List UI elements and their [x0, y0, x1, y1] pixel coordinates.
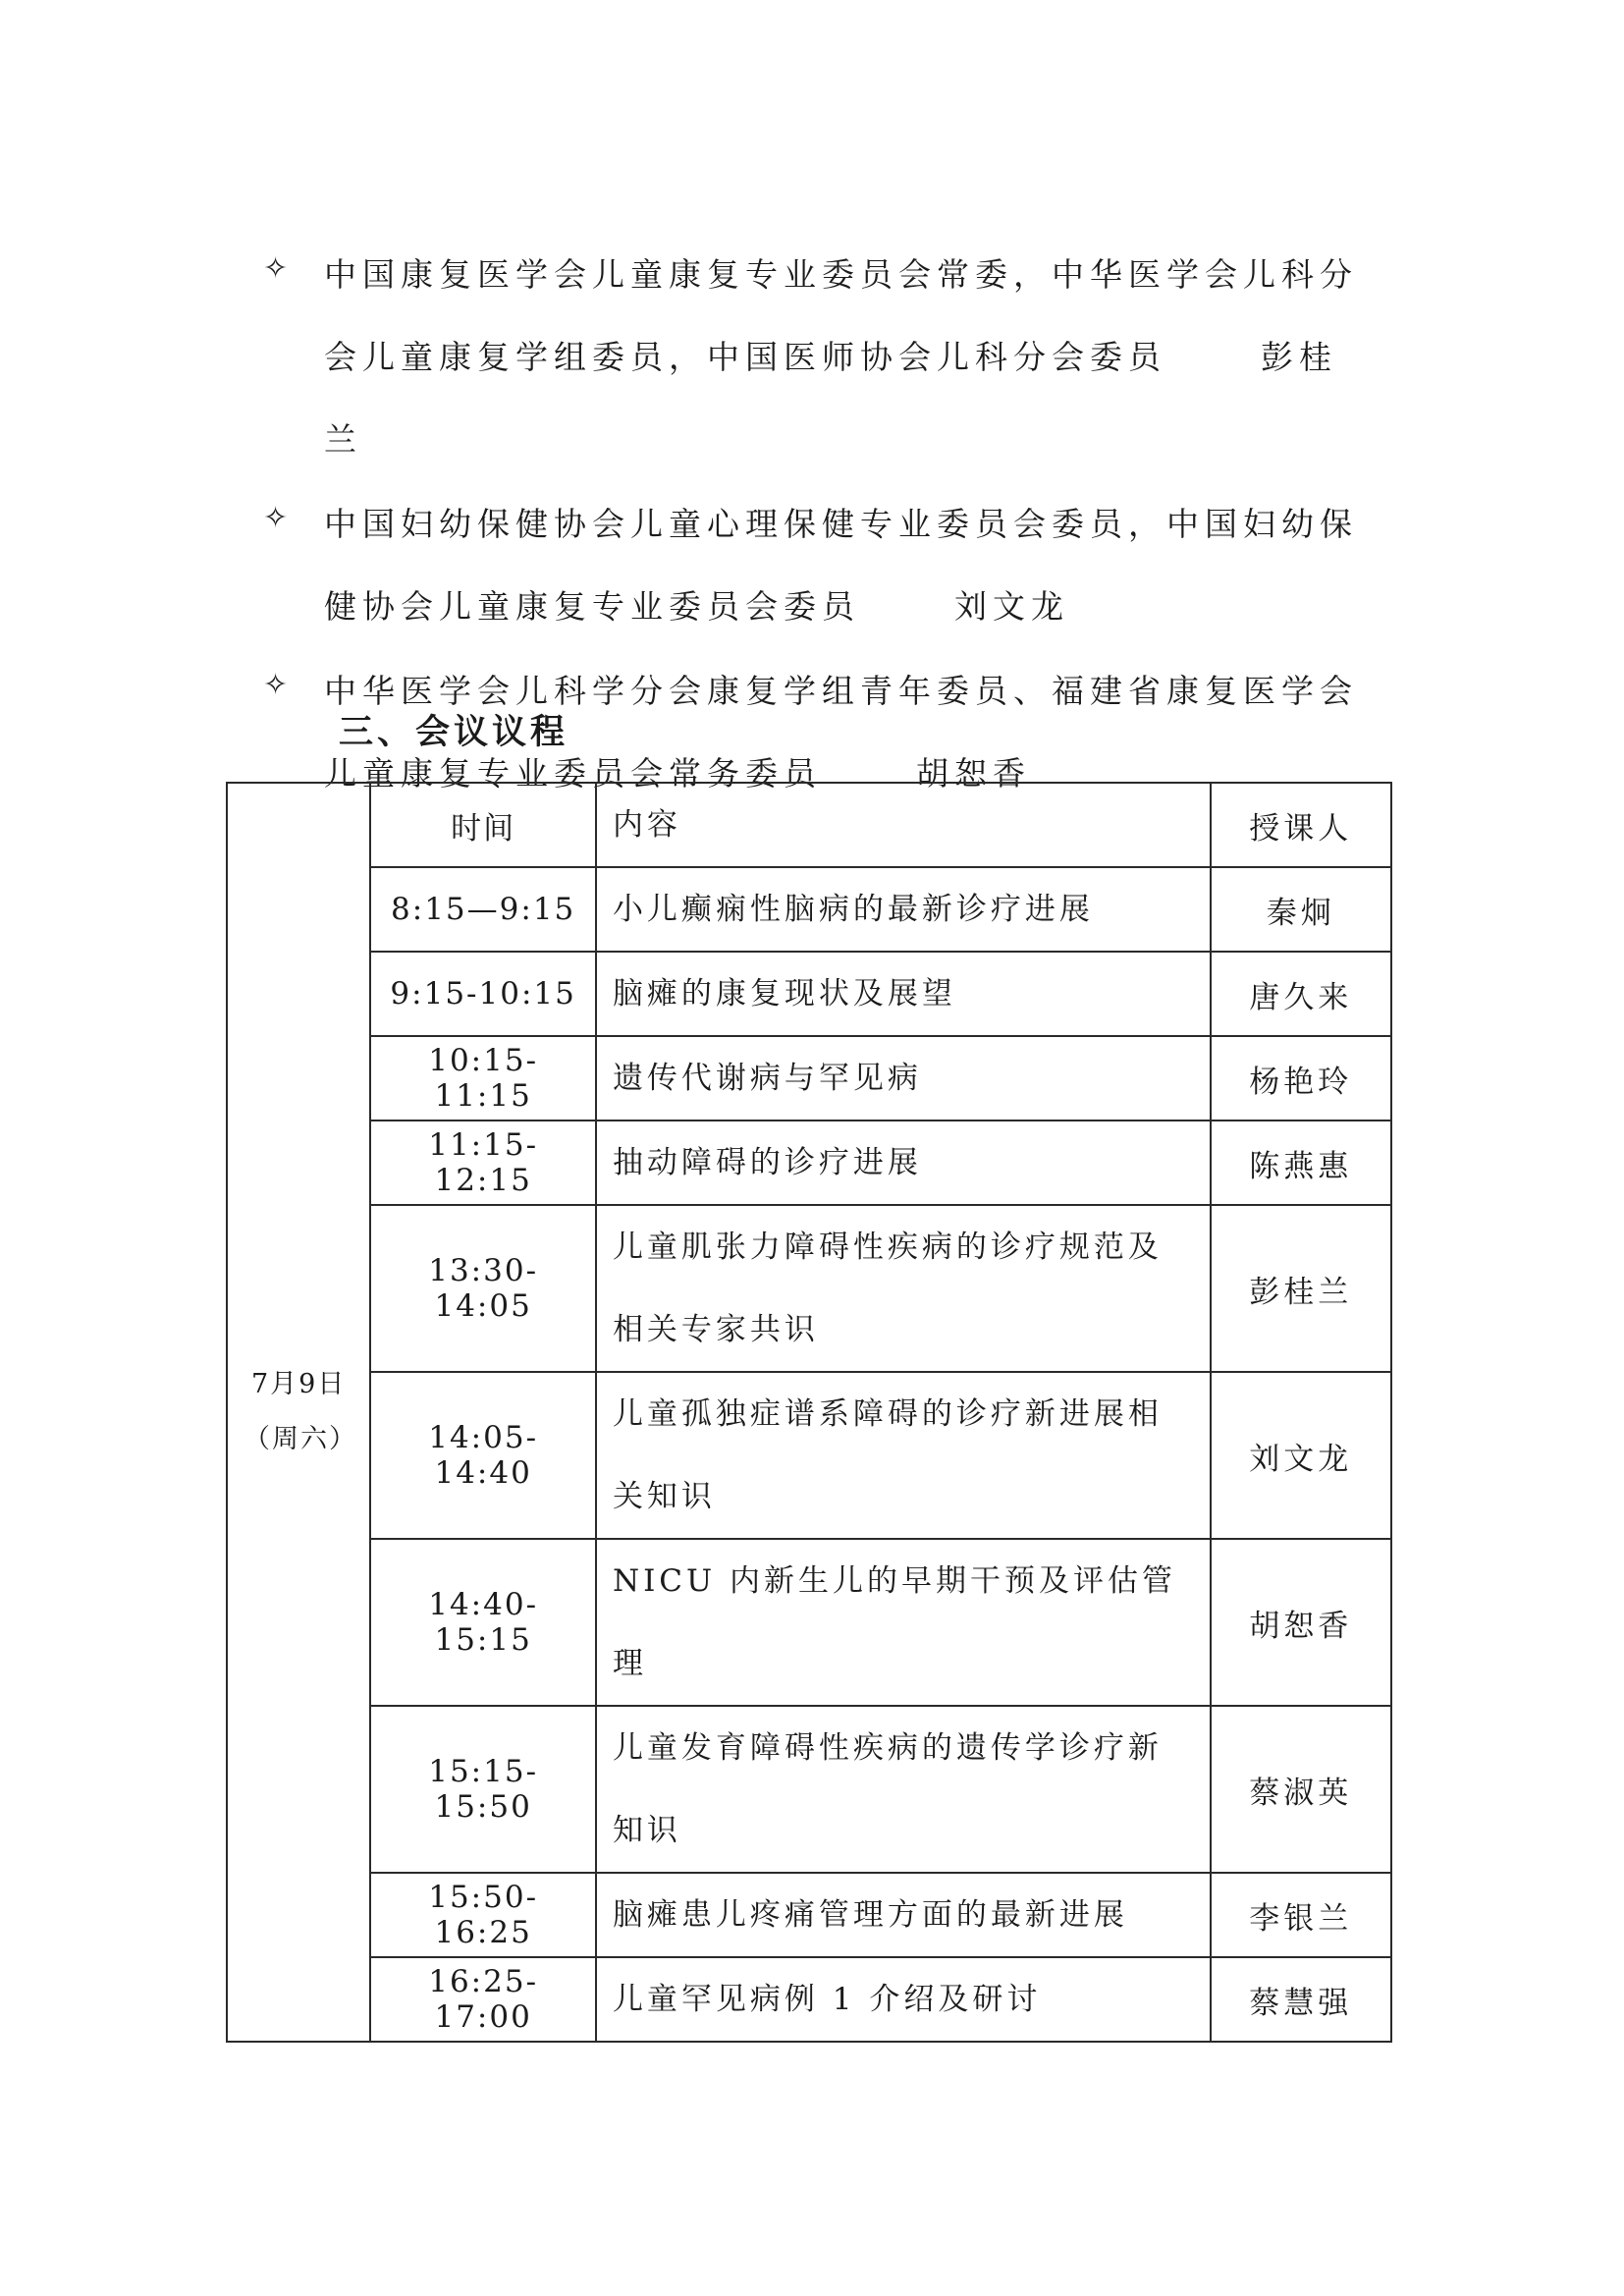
content-cell: 儿童罕见病例 1 介绍及研讨	[596, 1957, 1211, 2042]
time-cell: 11:15-12:15	[370, 1121, 596, 1205]
person-name: 彭桂兰	[324, 338, 1337, 459]
date-label: 7月9日	[251, 1369, 347, 1399]
content-cell: 儿童肌张力障碍性疾病的诊疗规范及相关专家共识	[596, 1205, 1211, 1372]
speaker-cell: 陈燕惠	[1211, 1121, 1391, 1205]
time-cell: 13:30-14:05	[370, 1205, 596, 1372]
content-cell: 小儿癫痫性脑病的最新诊疗进展	[596, 867, 1211, 952]
weekday-label: （周六）	[244, 1424, 357, 1454]
time-cell: 15:50-16:25	[370, 1873, 596, 1957]
four-point-star-icon: ✧	[263, 668, 289, 702]
content-cell: 脑瘫患儿疼痛管理方面的最新进展	[596, 1873, 1211, 1957]
header-time: 时间	[370, 783, 596, 867]
four-point-star-icon: ✧	[263, 501, 289, 535]
role-text: 中国妇幼保健协会儿童心理保健专业委员会委员，中国妇幼保健协会儿童康复专业委员会委员	[324, 505, 1358, 626]
speaker-cell: 李银兰	[1211, 1873, 1391, 1957]
header-speaker: 授课人	[1211, 783, 1391, 867]
time-cell: 14:40-15:15	[370, 1539, 596, 1706]
content-cell: 遗传代谢病与罕见病	[596, 1036, 1211, 1121]
speaker-cell: 蔡慧强	[1211, 1957, 1391, 2042]
table-row	[227, 952, 1391, 1036]
speaker-cell: 秦炯	[1211, 867, 1391, 952]
role-text: 中华医学会儿科学分会康复学组青年委员、福建省康复医学会儿童康复专业委员会常务委员	[324, 672, 1358, 793]
time-cell: 8:15—9:15	[370, 867, 596, 952]
time-cell: 16:25-17:00	[370, 1957, 596, 2042]
time-cell: 9:15-10:15	[370, 952, 596, 1036]
table-row	[227, 1372, 1391, 1539]
table-header-row	[227, 783, 1391, 867]
table-row	[227, 1205, 1391, 1372]
speaker-cell: 胡恕香	[1211, 1539, 1391, 1706]
table-row	[227, 1957, 1391, 2042]
table-row	[227, 1121, 1391, 1205]
table-row	[227, 1036, 1391, 1121]
speaker-cell: 彭桂兰	[1211, 1205, 1391, 1372]
section-title: 三、会议议程	[339, 713, 569, 752]
speaker-cell: 唐久来	[1211, 952, 1391, 1036]
table-row	[227, 1706, 1391, 1873]
content-cell: 抽动障碍的诊疗进展	[596, 1121, 1211, 1205]
table-row	[227, 867, 1391, 952]
list-item	[263, 483, 1373, 648]
speaker-cell: 刘文龙	[1211, 1372, 1391, 1539]
list-item	[263, 234, 1373, 481]
content-cell: 儿童发育障碍性疾病的遗传学诊疗新知识	[596, 1706, 1211, 1873]
speaker-cell: 蔡淑英	[1211, 1706, 1391, 1873]
header-content: 内容	[596, 783, 1211, 867]
table-row	[227, 1539, 1391, 1706]
agenda-table	[226, 782, 1392, 2043]
table-row	[227, 1873, 1391, 1957]
role-text: 中国康复医学会儿童康复专业委员会常委，中华医学会儿科分会儿童康复学组委员，中国医师协会儿科分会委员	[324, 255, 1358, 376]
time-cell: 15:15-15:50	[370, 1706, 596, 1873]
person-name: 胡恕香	[916, 754, 1031, 793]
content-cell: 儿童孤独症谱系障碍的诊疗新进展相关知识	[596, 1372, 1211, 1539]
person-name: 刘文龙	[954, 587, 1069, 626]
date-cell	[227, 783, 370, 2042]
four-point-star-icon: ✧	[263, 251, 289, 286]
content-cell: NICU 内新生儿的早期干预及评估管理	[596, 1539, 1211, 1706]
time-cell: 14:05-14:40	[370, 1372, 596, 1539]
time-cell: 10:15-11:15	[370, 1036, 596, 1121]
speaker-cell: 杨艳玲	[1211, 1036, 1391, 1121]
content-cell: 脑瘫的康复现状及展望	[596, 952, 1211, 1036]
